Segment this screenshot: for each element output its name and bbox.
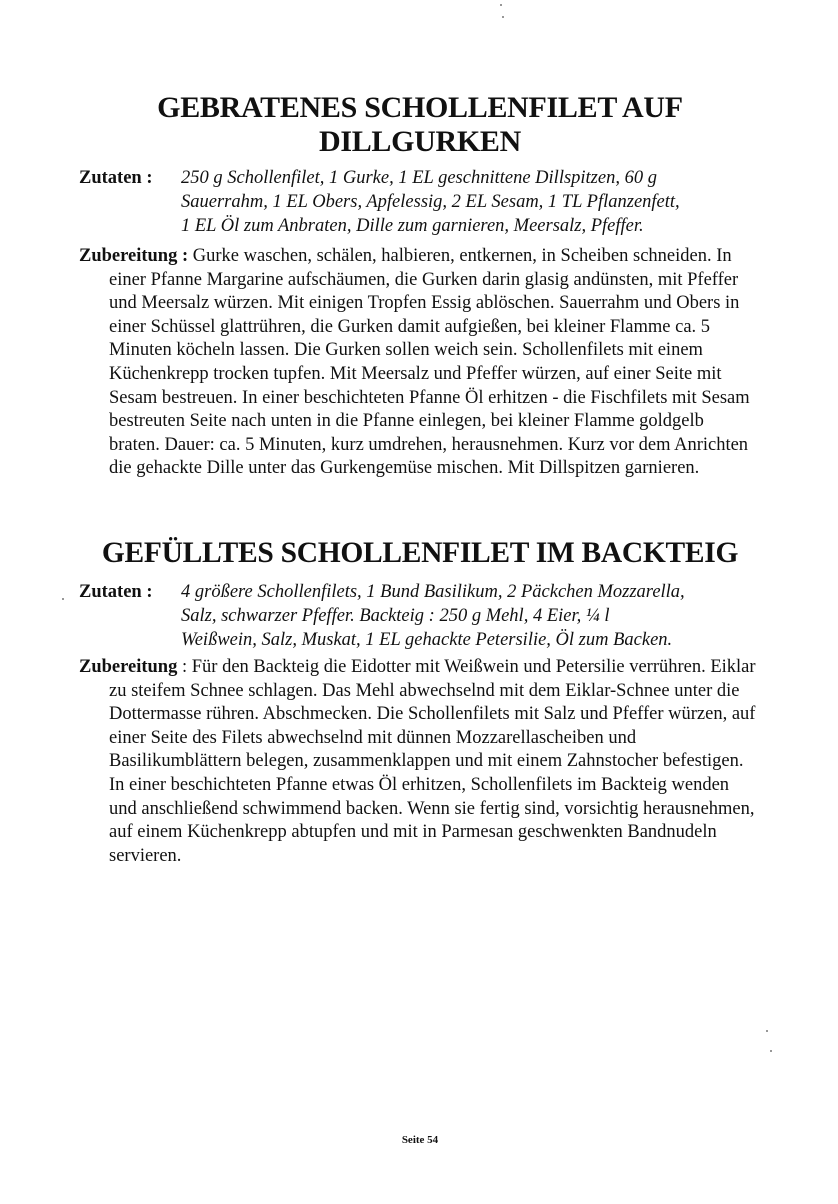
page-number: Seite 54 xyxy=(401,1134,439,1146)
scan-speck xyxy=(500,4,502,6)
recipe-1-title xyxy=(70,91,770,159)
recipe-2-ingredients-line-3: Weißwein, Salz, Muskat, 1 EL gehackte Petersilie, Öl zum Backen. xyxy=(181,630,673,650)
recipe-2-preparation-label: Zubereitung xyxy=(79,657,178,677)
scan-speck xyxy=(62,598,64,600)
recipe-2-preparation-text: : Für den Backteig die Eidotter mit Weißwein und Petersilie verrühren. Eiklar zu steifem Schnee schlagen. Das Mehl abwechselnd mit dem Eiklar-Schnee unter die Dottermasse rühren. Abschmecken. Die Schollenfilets mit Salz und Pfeffer würzen, auf einer Seite des Filets abwechselnd mit dünnen Mozzarellascheiben und Basilikumblättern belegen, zusammenklappen und mit einem Zahnstocher befestigen. In einer beschichteten Pfanne etwas Öl erhitzen, Schollenfilets im Backteig wenden und anschließend schwimmend backen. Wenn sie fertig sind, vorsichtig herausnehmen, auf einem Küchenkrepp abtupfen und mit in Parmesan geschwenkten Bandnudeln servieren. xyxy=(109,657,756,866)
recipe-2-ingredients-label: Zutaten : xyxy=(79,582,153,602)
recipe-1-ingredients xyxy=(181,166,756,238)
recipe-1-preparation xyxy=(79,245,759,481)
recipe-2-title: GEFÜLLTES SCHOLLENFILET IM BACKTEIG xyxy=(101,537,739,569)
recipe-2-ingredients-line-2: Salz, schwarzer Pfeffer. Backteig : 250 g Mehl, 4 Eier, ¼ l xyxy=(181,606,610,626)
recipe-1-ingredients-label: Zutaten : xyxy=(79,168,153,188)
recipe-2-ingredients-line-1: 4 größere Schollenfilets, 1 Bund Basilikum, 2 Päckchen Mozzarella, xyxy=(181,582,685,602)
scan-speck xyxy=(766,1030,768,1032)
recipe-1-title-line-1: GEBRATENES SCHOLLENFILET AUF xyxy=(157,91,683,124)
recipe-1-ingredients-line-3: 1 EL Öl zum Anbraten, Dille zum garnieren, Meersalz, Pfeffer. xyxy=(181,216,644,236)
recipe-1-preparation-text: Gurke waschen, schälen, halbieren, entkernen, in Scheiben schneiden. In einer Pfanne Margarine aufschäumen, die Gurken darin glasig andünsten, mit Pfeffer und Meersalz würzen. Mit einigen Tropfen Essig ablöschen. Sauerrahm und Obers in einer Schüssel glattrühren, die Gurken damit aufgießen, bei kleiner Flamme ca. 5 Minuten köcheln lassen. Die Gurken sollen weich sein. Schollenfilets mit einem Küchenkrepp trocken tupfen. Mit Meersalz und Pfeffer würzen, auf einer Seite mit Sesam bestreuen. In einer beschichteten Pfanne Öl erhitzen - die Fischfilets mit Sesam bestreuten Seite nach unten in die Pfanne einlegen, bei kleiner Flamme goldgelb braten. Dauer: ca. 5 Minuten, kurz umdrehen, herausnehmen. Kurz vor dem Anrichten die gehackte Dille unter das Gurkengemüse mischen. Mit Dillspitzen garnieren. xyxy=(109,246,750,479)
recipe-1-ingredients-line-1: 250 g Schollenfilet, 1 Gurke, 1 EL geschnittene Dillspitzen, 60 g xyxy=(181,168,657,188)
recipe-2-preparation xyxy=(79,656,759,868)
scan-speck xyxy=(502,16,504,18)
recipe-2-ingredients xyxy=(181,580,761,652)
recipe-1-ingredients-line-2: Sauerrahm, 1 EL Obers, Apfelessig, 2 EL Sesam, 1 TL Pflanzenfett, xyxy=(181,192,680,212)
recipe-1-title-line-2: DILLGURKEN xyxy=(318,125,522,158)
scan-speck xyxy=(770,1050,772,1052)
recipe-1-preparation-label: Zubereitung : xyxy=(79,246,189,266)
